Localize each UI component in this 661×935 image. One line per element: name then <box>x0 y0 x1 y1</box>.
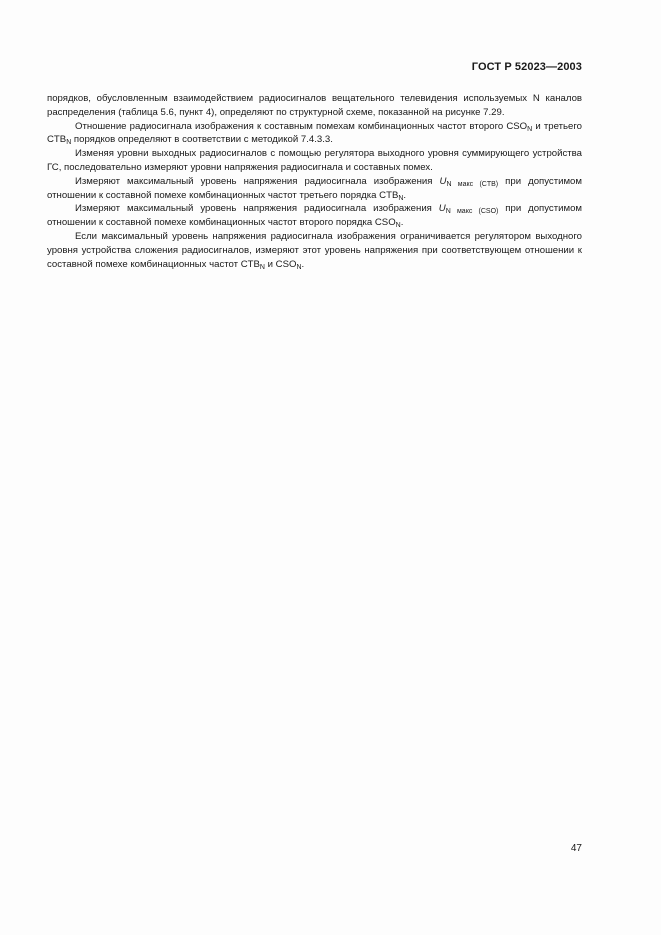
paragraph-6-text-b: и CSO <box>264 258 297 270</box>
paragraph-2-text-c: порядков определяют в соответствии с методикой 7.4.3.3. <box>71 134 333 146</box>
subscript: N макс (CTB) <box>446 180 499 188</box>
paragraph-2-text-b: и третьего CTB <box>47 120 582 146</box>
subscript: N <box>296 263 302 271</box>
voltage-variable: U <box>438 203 446 215</box>
paragraph-6 <box>47 230 582 271</box>
paragraph-5-text-c: . <box>400 217 404 229</box>
paragraph-4-text-a: Измеряют максимальный уровень напряжения радиосигнала изображения <box>75 175 440 187</box>
standard-header: ГОСТ Р 52023—2003 <box>471 61 582 73</box>
paragraph-3 <box>47 147 582 175</box>
paragraph-3-text: Изменяя уровни выходных радиосигналов с помощью регулятора выходного уровня суммирующего устройства ГС, последовательно измеряют уровни напряжения радиосигнала и составных помех. <box>47 148 582 173</box>
paragraph-4-text-b: при допустимом отношении к составной помехе комбинационных частот третьего порядка CTB <box>47 175 582 201</box>
paragraph-4-text-c: . <box>403 189 407 201</box>
paragraph-2-text-a: Отношение радиосигнала изображения к составным помехам комбинационных частот второго CSO <box>75 120 528 132</box>
page-number: 47 <box>570 843 582 854</box>
subscript: N <box>398 194 404 202</box>
subscript: N <box>259 263 265 271</box>
voltage-variable: U <box>439 175 447 187</box>
paragraph-1-text: порядков, обусловленным взаимодействием радиосигналов вещательного телевидения используемых N каналов распределения (таблица 5.6, пункт 4), определяют по структурной схеме, показанной на рисунке 7.29. <box>47 93 582 118</box>
subscript: N <box>66 139 72 147</box>
paragraph-5-text-a: Измеряют максимальный уровень напряжения радиосигнала изображения <box>75 203 439 215</box>
paragraph-5 <box>47 202 582 230</box>
subscript: N макс (CSO) <box>445 208 499 216</box>
paragraph-1 <box>47 92 582 120</box>
document-body <box>47 92 582 271</box>
subscript: N <box>527 125 533 133</box>
paragraph-6-text-c: . <box>301 258 305 270</box>
paragraph-4 <box>47 175 582 203</box>
paragraph-2 <box>47 120 582 148</box>
subscript: N <box>395 222 401 230</box>
paragraph-5-text-b: при допустимом отношении к составной помехе комбинационных частот второго порядка CSO <box>47 203 582 229</box>
paragraph-6-text-a: Если максимальный уровень напряжения радиосигнала изображения ограничивается регулятором выходного уровня устройства сложения радиосигналов, измеряют этот уровень напряжения при соответствующем отношении к составной помехе комбинационных частот CTB <box>47 230 582 270</box>
